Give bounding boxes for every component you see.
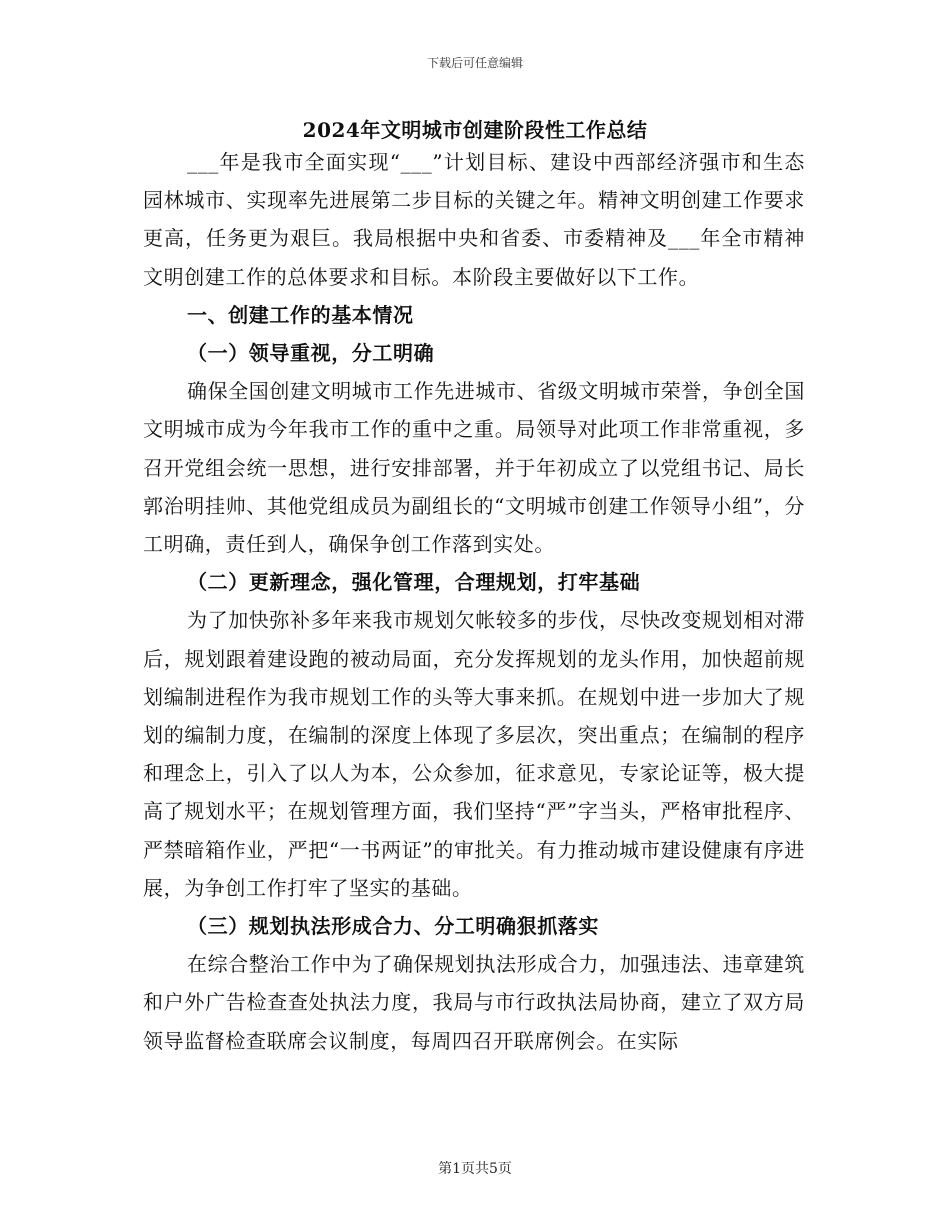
intro-paragraph: ___年是我市全面实现“___”计划目标、建设中西部经济强市和生态园林城市、实现率先进展第二步目标的关键之年。精神文明创建工作要求更高，任务更为艰巨。我局根据中央和省委、市委精神及___年全市精神文明创建工作的总体要求和目标。本阶段主要做好以下工作。	[143, 150, 805, 289]
subsection-heading-3: （三）规划执法形成合力、分工明确狠抓落实	[187, 914, 599, 939]
section-heading-1: 一、创建工作的基本情况	[187, 302, 414, 327]
page-number-footer: 第1页共5页	[438, 1161, 512, 1177]
subsection-heading-1: （一）领导重视，分工明确	[187, 341, 435, 366]
document-body	[143, 143, 805, 1060]
subsection-heading-2: （二）更新理念，强化管理，合理规划，打牢基础	[187, 570, 641, 595]
subsection-body-1: 确保全国创建文明城市工作先进城市、省级文明城市荣誉，争创全国文明城市成为今年我市工作的重中之重。局领导对此项工作非常重视，多召开党组会统一思想，进行安排部署，并于年初成立了以党组书记、局长郭治明挂帅、其他党组成员为副组长的“文明城市创建工作领导小组”，分工明确，责任到人，确保争创工作落到实处。	[143, 379, 805, 557]
document-title: 2024年文明城市创建阶段性工作总结	[302, 118, 648, 142]
page-header-note: 下载后可任意编辑	[426, 56, 523, 70]
subsection-body-3: 在综合整治工作中为了确保规划执法形成合力，加强违法、违章建筑和户外广告检查查处执法力度，我局与市行政执法局协商，建立了双方局领导监督检查联席会议制度，每周四召开联席例会。在实际	[143, 952, 805, 1053]
subsection-body-2: 为了加快弥补多年来我市规划欠帐较多的步伐，尽快改变规划相对滞后，规划跟着建设跑的被动局面，充分发挥规划的龙头作用，加快超前规划编制进程作为我市规划工作的头等大事来抓。在规划中进一步加大了规划的编制力度，在编制的深度上体现了多层次，突出重点；在编制的程序和理念上，引入了以人为本，公众参加，征求意见，专家论证等，极大提高了规划水平；在规划管理方面，我们坚持“严”字当头，严格审批程序、严禁暗箱作业，严把“一书两证”的审批关。有力推动城市建设健康有序进展，为争创工作打牢了坚实的基础。	[143, 608, 805, 900]
